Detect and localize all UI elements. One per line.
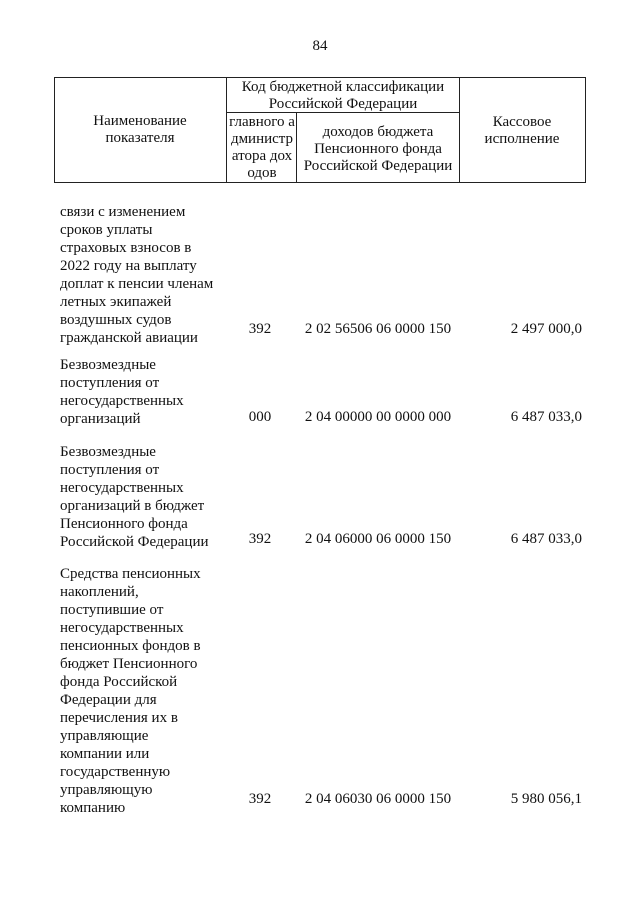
row-1-admin-code: 392 [248,321,272,337]
row-4-admin-code: 392 [248,791,272,807]
row-2-name: Безвозмездные поступления от негосударственных организаций [60,357,184,427]
header-admin-column: главного администратора доходов [229,114,295,181]
income-col-divider [459,77,460,183]
row-1-amount: 2 497 000,0 [510,321,582,337]
row-1-budget-code: 2 02 56506 06 0000 150 [304,321,452,337]
row-4-amount: 5 980 056,1 [510,791,582,807]
page-number: 84 [312,38,328,54]
header-code-group: Код бюджетной классификации Российской Федерации [241,79,445,112]
header-left-border [54,77,55,183]
row-2-budget-code: 2 04 00000 00 0000 000 [304,409,452,425]
header-name-column: Наименование показателя [93,113,187,146]
row-2-admin-code: 000 [248,409,272,425]
row-4-name: Средства пенсионных накоплений, поступившие от негосударственных пенсионных фондов в бюджет Пенсионного фонда Российской Федерации для перечисления их в управляющие компании или государственную управляющую компанию [60,566,201,816]
header-income-column: доходов бюджета Пенсионного фонда Российской Федерации [303,124,453,174]
header-amount-column: Кассовое исполнение [484,114,560,147]
row-4-budget-code: 2 04 06030 06 0000 150 [304,791,452,807]
row-1-name: связи с изменением сроков уплаты страховых взносов в 2022 году на выплату доплат к пенсии членам летных экипажей воздушных судов гражданской авиации [60,204,214,346]
name-col-divider [226,77,227,183]
row-3-name: Безвозмездные поступления от негосударственных организаций в бюджет Пенсионного фонда Российской Федерации [60,444,209,550]
row-3-budget-code: 2 04 06000 06 0000 150 [304,531,452,547]
header-bottom-border [54,182,586,183]
row-2-amount: 6 487 033,0 [510,409,582,425]
header-right-border [585,77,586,183]
admin-col-divider [296,112,297,183]
header-top-border [54,77,586,78]
row-3-admin-code: 392 [248,531,272,547]
row-3-amount: 6 487 033,0 [510,531,582,547]
